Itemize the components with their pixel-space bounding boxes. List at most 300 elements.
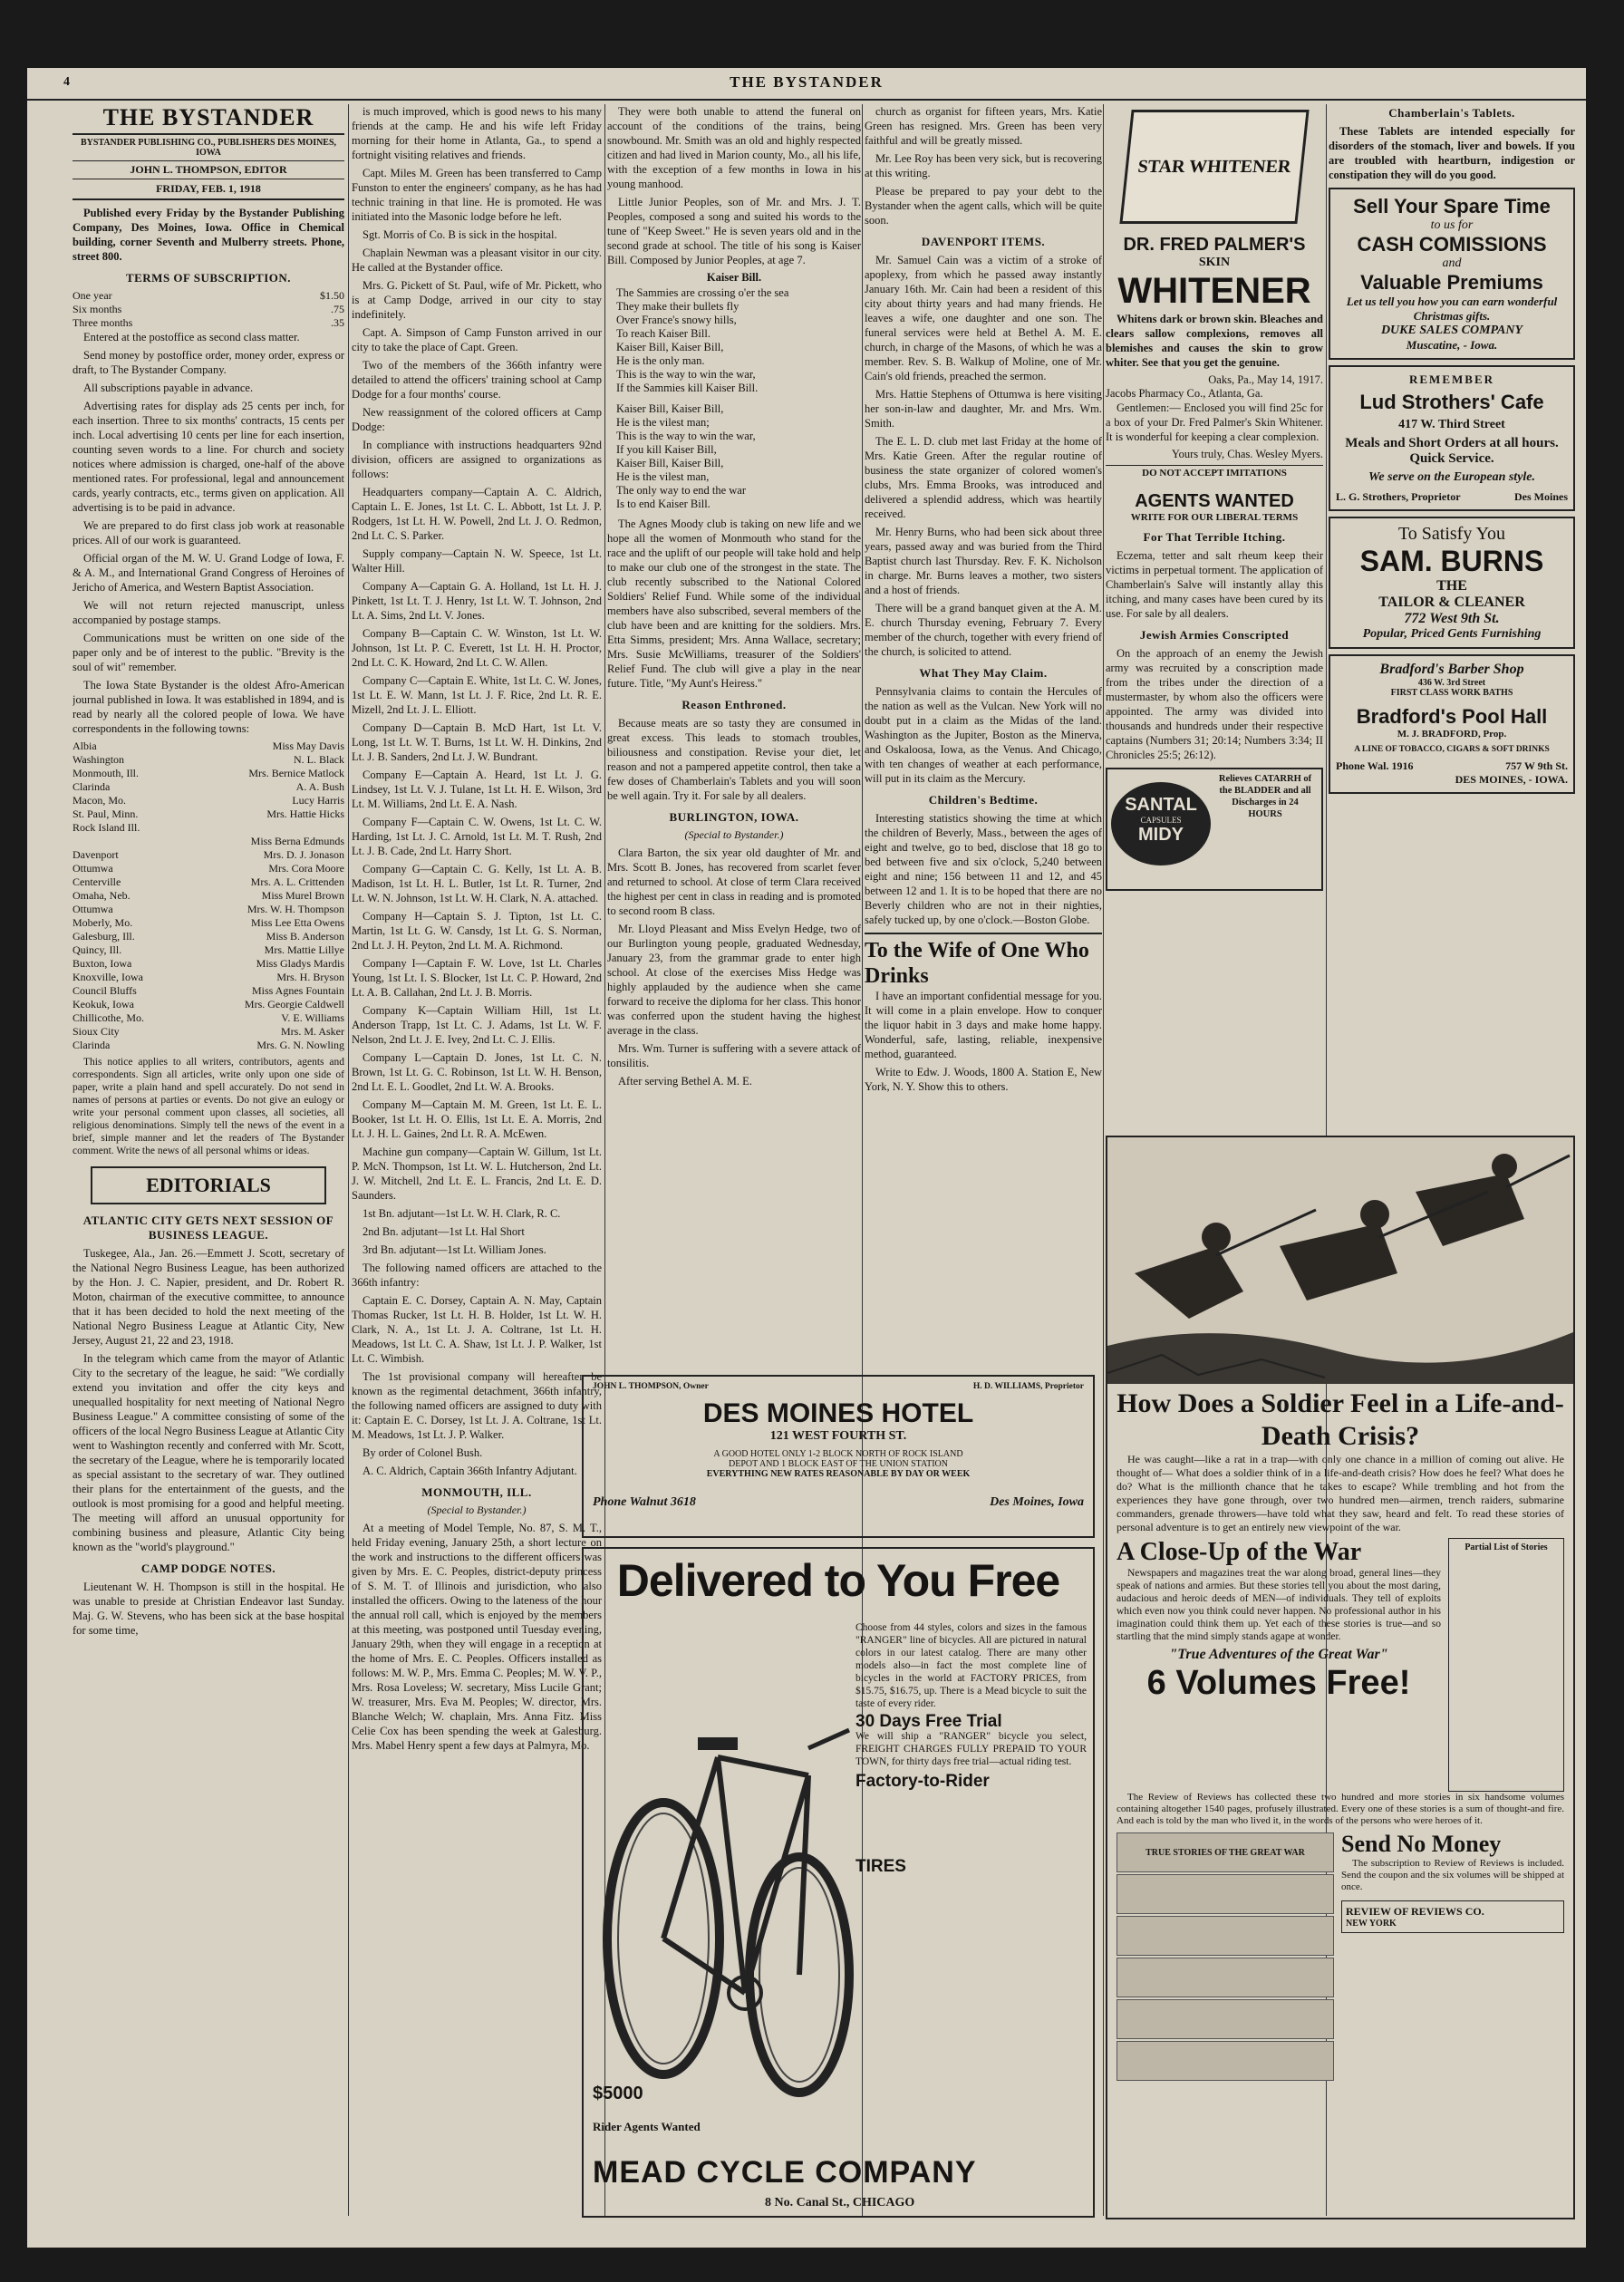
agent-row <box>72 1039 344 1052</box>
song-line: To reach Kaiser Bill. <box>616 327 710 340</box>
atlantic-body <box>72 1246 344 1554</box>
song-line: The Sammies are crossing o'er the sea <box>616 286 789 299</box>
song-line: Is to end Kaiser Bill. <box>616 498 710 510</box>
bradford-ad <box>1329 654 1575 794</box>
agent-row <box>72 1025 344 1039</box>
agent-row <box>72 767 344 780</box>
running-header <box>27 68 1586 101</box>
agent-name: Miss May Davis <box>272 740 344 752</box>
bicycle-offer: $5000 <box>593 2084 643 2103</box>
agent-town: Clarinda <box>72 780 111 793</box>
barber-name: Bradford's Barber Shop <box>1379 662 1524 677</box>
paragraph: By order of Colonel Bush. <box>362 1446 483 1459</box>
camp-dodge-paragraphs <box>352 104 602 1478</box>
agents-wanted: AGENTS WANTED <box>1135 491 1294 511</box>
hotel-address: 121 WEST FOURTH ST. <box>769 1429 907 1443</box>
soldier-headline: How Does a Soldier Feel in a Life-and-Death Crisis? <box>1116 1388 1564 1451</box>
atlantic-heading: ATLANTIC CITY GETS NEXT SESSION OF BUSINESS LEAGUE. <box>82 1214 334 1242</box>
paragraph: Company K—Captain William Hill, 1st Lt. Anderson Trapp, 1st Lt. C. J. Adams, 1st Lt. W. F. Nelson, 2nd Lt. J. E. Ivey, 2nd Lt. C. J. Ellis. <box>352 1004 602 1046</box>
paragraph: We are prepared to do first class job work at reasonable prices. All of our work is guaranteed. <box>72 519 344 546</box>
whitener-title: DR. FRED PALMER'S <box>1123 235 1306 255</box>
agent-name: Lucy Harris <box>292 794 344 807</box>
mead-company: MEAD CYCLE COMPANY <box>593 2155 977 2190</box>
pool-city: DES MOINES, - IOWA. <box>1455 773 1568 786</box>
wife-ad-contact: Write to Edw. J. Woods, 1800 A. Station E, New York, N. Y. Show this to others. <box>865 1066 1102 1093</box>
spare-line: Let us tell you how you can earn wonderful Christmas gifts. <box>1346 295 1558 323</box>
agent-row <box>72 794 344 807</box>
barber-address: 436 W. 3rd Street <box>1417 678 1486 688</box>
terms-row <box>72 303 344 316</box>
camp-heading: CAMP DODGE NOTES. <box>140 1562 276 1575</box>
book-spine: TRUE STORIES OF THE GREAT WAR <box>1116 1832 1334 1872</box>
agent-row <box>72 875 344 889</box>
agent-name: A. A. Bush <box>295 780 344 793</box>
agent-name: Mrs. Cora Moore <box>268 862 344 875</box>
terms-heading: TERMS OF SUBSCRIPTION. <box>125 271 292 285</box>
itching-heading: For That Terrible Itching. <box>1143 530 1286 544</box>
bicycle-copy <box>856 1621 1087 1876</box>
bedtime-body: Interesting statistics showing the time at which the children of Beverly, Mass., between the ages of eight and twelve, go to bed, disclose that 18 go to bed between five and six o'clock, 5,240 between eight and nine; 156 between 11 and 12, and 45 between 12 and 1. It is to be hoped that there are no Beverly children who are not in their nighties, safely tucked up, by one o'clock.—Boston Globe. <box>865 812 1102 926</box>
agent-name: Mrs. W. H. Thompson <box>246 903 344 915</box>
agent-row <box>72 903 344 916</box>
masthead-paragraphs <box>72 330 344 736</box>
agent-town: Omaha, Neb. <box>72 889 130 902</box>
spare-title: Sell Your Spare Time <box>1353 195 1551 218</box>
burlington-body <box>607 846 861 1088</box>
agent-row <box>72 753 344 767</box>
agent-town: Knoxville, Iowa <box>72 971 143 983</box>
song-line: They make their bullets fly <box>616 300 740 313</box>
trial-heading: 30 Days Free Trial <box>856 1712 1002 1731</box>
lud-proprietor: L. G. Strothers, Proprietor <box>1336 490 1461 503</box>
paragraph: Company E—Captain A. Heard, 1st Lt. J. G. Lindsey, 1st Lt. V. J. Tulane, 1st Lt. H. E. Wilson, 3rd Lt. M. Williams, 2nd Lt. E. A. Nash. <box>352 769 602 810</box>
partial-list <box>1448 1538 1564 1792</box>
issue-date: FRIDAY, FEB. 1, 1918 <box>72 179 344 200</box>
bedtime-heading: Children's Bedtime. <box>928 793 1039 807</box>
agent-town: Council Bluffs <box>72 984 137 997</box>
lud-name: Lud Strothers' Cafe <box>1359 391 1544 413</box>
agent-town: Chillicothe, Mo. <box>72 1011 144 1024</box>
spare-cash: CASH COMISSIONS <box>1357 233 1547 256</box>
paragraph: Headquarters company—Captain A. C. Aldrich, Captain L. E. Jones, 1st Lt. C. L. Abbott, 1st Lt. J. P. Rodgers, 1st Lt. H. W. Powell, 2nd Lt. J. O. Redmon, 2nd Lt. C. S. Parker. <box>352 486 602 542</box>
bicycle-illustration <box>591 1630 854 2102</box>
send-body: The subscription to Review of Reviews is included. Send the coupon and the six volumes will be shipped at once. <box>1341 1858 1564 1892</box>
paragraph: Company M—Captain M. M. Green, 1st Lt. E. L. Booker, 1st Lt. H. O. Ellis, 1st Lt. E. A. Morris, 2nd Lt. J. H. L. Gaines, 2nd Lt. R. A. McEwen. <box>352 1098 602 1140</box>
whitener-box: STAR WHITENER <box>1119 110 1309 224</box>
bicycle-intro: Choose from 44 styles, colors and sizes in the famous "RANGER" line of bicycles. All are pictured in natural colors in our latest catalog. There are many other models also—in fact the most complete line of bicycles in the world at FACTORY PRICES, from $15.75, $16.75, up. There is a Mead bicycle to suit the taste of every rider. <box>856 1622 1087 1709</box>
camp-body: Lieutenant W. H. Thompson is still in the hospital. He was unable to preside at Christian Endeavor last Sunday. Maj. G. W. Stevens, who has been sick at the base hospital for some time, <box>72 1581 344 1637</box>
paragraph: Mr. Samuel Cain was a victim of a stroke of apoplexy, from which he passed away instantly January 16th. Mr. Cain had been a resident of this city about thirty years and had many friends. He leaves a wife, one daughter and one son. The funeral services were held at Bethel A. M. E. church, in charge of the Masons, of which he was a member. Rev. S. B. Walkup of Moline, one of Mr. Cain's old friends, preached the sermon. <box>865 254 1102 382</box>
agent-town: Buxton, Iowa <box>72 957 132 970</box>
agent-name: Miss Agnes Fountain <box>251 984 344 997</box>
imitations: DO NOT ACCEPT IMITATIONS <box>1106 465 1323 479</box>
paragraph: Company I—Captain F. W. Love, 1st Lt. Charles Young, 1st Lt. I. S. Blocker, 1st Lt. C. P. Howard, 2nd Lt. A. B. Callahan, 2nd Lt. J. B. Morris. <box>352 957 602 999</box>
pool-address: 757 W 9th St. <box>1505 759 1568 772</box>
agent-name: V. E. Williams <box>281 1011 344 1024</box>
publication-note: Published every Friday by the Bystander Publishing Company, Des Moines, Iowa. Office in Chemical building, corner Seventh and Mulberry streets. Phone, street 800. <box>72 207 344 263</box>
agent-name: Mrs. G. N. Nowling <box>256 1039 344 1051</box>
review-body: The Review of Reviews has collected these two hundred and more stories in six handsome volumes containing altogether 1540 pages, profusely illustrated. Every one of these stories is a sum of thought-and fire. And each is told by the man who lived it, in the words of the persons who were heroes of it. <box>1116 1792 1564 1826</box>
lud-meals: Meals and Short Orders at all hours. Quick Service. <box>1345 436 1559 466</box>
song-line: The only way to end the war <box>616 484 747 497</box>
column-rule <box>1103 104 1104 2216</box>
paragraph: A. C. Aldrich, Captain 366th Infantry Adjutant. <box>362 1465 577 1477</box>
agents-sub: WRITE FOR OUR LIBERAL TERMS <box>1130 512 1299 523</box>
closing-note: This notice applies to all writers, contributors, agents and correspondents. Sign all articles, write only upon one side of paper, write a plain hand and spell accurately. Do not send in names of persons at parties or events. Do not give an eulogy or write your personal comment upon classes, all societies, all religious denominations. Simply tell the news of the event in a brief, simple manner and let the readers of The Bystander comment. Write the news of all personal whims or ideas. <box>72 1057 344 1156</box>
lud-remember: REMEMBER <box>1409 372 1494 386</box>
agent-row <box>72 1011 344 1025</box>
paragraph: Little Junior Peoples, son of Mr. and Mrs. J. T. Peoples, composed a song and suited his words to the tune of "Keep Sweet." He is seven years old and in the second grade at school. The title of his song is Kaiser Bill. Composed by Junior Peoples, at age 7. <box>607 196 861 266</box>
closeup-heading: A Close-Up of the War <box>1116 1538 1362 1566</box>
agent-name: Miss Gladys Mardis <box>256 957 344 970</box>
whitener-body: Whitens dark or brown skin. Bleaches and clears sallow complexions, removes all blemishes and causes the skin to grow whiter. See that you get the genuine. <box>1106 313 1323 369</box>
paragraph: Entered at the postoffice as second class matter. <box>83 331 300 343</box>
paragraph: Advertising rates for display ads 25 cents per inch, for each insertion. Three to six months' contracts, 15 cents per inch. Local advertising 10 cents per line for each insertion, counting seven words to a line. For church and society notices where admission is charged, one-half of the above mentioned rates. For professional, legal and announcement cards, yearly contracts, etc., terms given on application. All advertising is to be paid in advance. <box>72 400 344 514</box>
paragraph: 3rd Bn. adjutant—1st Lt. William Jones. <box>362 1243 546 1256</box>
rider-agents: Rider Agents Wanted <box>593 2120 701 2133</box>
running-title: THE BYSTANDER <box>730 73 884 91</box>
paragraph: Clara Barton, the six year old daughter of Mr. and Mrs. Scott B. Jones, has recovered from scarlet fever and returned to school. At close of term Clara received the highest per cent in class in reading and is promoted to second room B class. <box>607 846 861 917</box>
paragraph: All subscriptions payable in advance. <box>83 382 254 394</box>
chamberlain-heading: Chamberlain's Tablets. <box>1388 106 1515 120</box>
letter-place: Oaks, Pa., May 14, 1917. <box>1208 373 1323 386</box>
agent-town: Ottumwa <box>72 862 113 875</box>
agent-name: Miss Murel Brown <box>261 889 344 902</box>
agent-town: Centerville <box>72 875 121 888</box>
agent-town: Moberly, Mo. <box>72 916 133 929</box>
paragraph: In compliance with instructions headquarters 92nd division, officers are assigned to organizations as follows: <box>352 439 602 480</box>
paragraph: Mr. Henry Burns, who had been sick about three years, passed away and was buried from the Third Baptist church last Thursday. Rev. F. K. Nicholson in charge. Mr. Burns leaves a mother, two sisters and a host of friends. <box>865 526 1102 596</box>
hotel-city: Des Moines, Iowa <box>990 1495 1084 1509</box>
page-number: 4 <box>63 75 70 89</box>
paragraph: Mr. Lee Roy has been very sick, but is recovering at this writing. <box>865 152 1102 179</box>
column-rule <box>348 104 349 2216</box>
hotel-ad <box>582 1375 1095 1538</box>
paragraph: Mrs. G. Pickett of St. Paul, wife of Mr. Pickett, who is at Camp Dodge, arrived in our city to stay indefinitely. <box>352 279 602 321</box>
paragraph: Official organ of the M. W. U. Grand Lodge of Iowa, F. & A. M., and International Grand Congress of Heroines of Jericho of America, and Western Baptist Association. <box>72 552 344 594</box>
paragraph: is much improved, which is good news to his many friends at the camp. He and his wife left Friday morning for their home in Atlanta, Ga., to spend a fortnight visiting relatives and friends. <box>352 105 602 161</box>
davenport-body <box>865 253 1102 659</box>
paragraph: Mrs. Wm. Turner is suffering with a severe attack of tonsilitis. <box>607 1042 861 1069</box>
paragraph: Capt. Miles M. Green has been transferred to Camp Funston to enter the engineers' company, as he has had technic training in that line. He is promoted. He was initiated into the Masonic lodge before he left. <box>352 167 602 223</box>
paragraph: Machine gun company—Captain W. Gillum, 1st Lt. P. McN. Thompson, 1st Lt. W. L. Hutcherson, 2nd Lt. J. W. Mitchell, 2nd Lt. E. L. Francis, 2nd Lt. E. D. Saunders. <box>352 1146 602 1202</box>
spare-and: and <box>1442 256 1462 270</box>
paragraph: Capt. A. Simpson of Camp Funston arrived in our city to take the place of Capt. Green. <box>352 326 602 353</box>
burlington-sub: (Special to Bystander.) <box>684 828 784 841</box>
agent-row <box>72 807 344 821</box>
santal-ad <box>1106 768 1323 891</box>
sam-burns-ad <box>1329 517 1575 649</box>
agent-name: Miss Lee Etta Owens <box>251 916 344 929</box>
burns-address: 772 West 9th St. <box>1404 611 1500 626</box>
letter-body: Gentlemen:— Enclosed you will find 25c for a box of your Dr. Fred Palmer's Skin Whitener. It is wonderful for keeping a clear complexion. <box>1106 401 1323 443</box>
agent-town: Davenport <box>72 848 119 861</box>
column-davenport <box>865 104 1102 1368</box>
book-spine <box>1116 1916 1334 1956</box>
song-line: Kaiser Bill, Kaiser Bill, <box>616 341 724 353</box>
spare-city: Muscatine, - Iowa. <box>1406 338 1498 352</box>
hotel-proprietor: H. D. WILLIAMS, Proprietor <box>972 1382 1084 1391</box>
agent-town: St. Paul, Minn. <box>72 807 139 820</box>
whitener-skin: SKIN <box>1198 256 1231 269</box>
paragraph: 1st Bn. adjutant—1st Lt. W. H. Clark, R. C. <box>362 1207 561 1220</box>
santal-top: Relieves CATARRH of the BLADDER and all Discharges in 24 HOURS <box>1218 774 1312 819</box>
agent-row <box>72 821 344 835</box>
paragraph: Mr. Lloyd Pleasant and Miss Evelyn Hedge, two of our Burlington young people, graduated Wednesday, January 23, from the grammar grade to enter high school. At close of the exercises Miss Hedge was highly applauded by the audience when she came forward to receive the diploma for her class. This honor was conferred upon the student having the highest average in the class. <box>607 923 861 1037</box>
agent-town: Washington <box>72 753 125 766</box>
agent-row <box>72 916 344 930</box>
agent-name: Mrs. A. L. Crittenden <box>250 875 344 888</box>
monmouth-heading: MONMOUTH, ILL. <box>421 1485 532 1499</box>
letter-to: Jacobs Pharmacy Co., Atlanta, Ga. <box>1106 387 1263 400</box>
agent-row <box>72 848 344 862</box>
partial-list-heading: Partial List of Stories <box>1464 1542 1548 1552</box>
wife-ad <box>865 933 1102 1094</box>
hotel-owner: JOHN L. THOMPSON, Owner <box>593 1382 709 1391</box>
agent-row <box>72 889 344 903</box>
paragraph: Company L—Captain D. Jones, 1st Lt. C. N. Brown, 1st Lt. G. C. Robinson, 1st Lt. W. H. Benson, 2nd Lt. E. L. Goodlet, 2nd Lt. W. A. Brooks. <box>352 1051 602 1093</box>
column-camp-dodge <box>352 104 602 2216</box>
col4-paragraphs <box>865 104 1102 227</box>
trial-body: We will ship a "RANGER" bicycle you select, FREIGHT CHARGES FULLY PREPAID TO YOUR TOWN, for thirty days free trial—actual riding test. <box>856 1731 1087 1767</box>
tires-heading: TIRES <box>856 1857 906 1876</box>
spare-sub: to us for <box>1430 218 1474 232</box>
agent-row <box>72 957 344 971</box>
lud-european: We serve on the European style. <box>1368 470 1536 484</box>
agent-name: Mrs. Hattie Hicks <box>266 807 344 820</box>
agent-town: Galesburg, Ill. <box>72 930 135 943</box>
paragraph: Company G—Captain C. G. Kelly, 1st Lt. A. B. Madison, 1st Lt. H. L. Butler, 1st Lt. R. Turner, 2nd Lt. W. N. Johnson, 1st Lt. W. H. Clark, N. A. attached. <box>352 863 602 904</box>
burns-line: Popular, Priced Gents Furnishing <box>1362 627 1542 641</box>
lud-address: 417 W. Third Street <box>1398 418 1505 431</box>
agent-town: Quincy, Ill. <box>72 943 122 956</box>
jewish-body: On the approach of an enemy the Jewish army was recruited by a conscription made from the tribes under the direction of a mustermaster, by whom also the officers were appointed. The army was divided into thousands and hundreds under their respective captains (Numbers 31; 20:14; Numbers 3:34; II Chronicles 25:5; 26:12). <box>1106 647 1323 761</box>
book-spine <box>1116 2041 1334 2081</box>
song-line: He is the vilest man; <box>616 416 710 429</box>
letter-sign: Yours truly, Chas. Wesley Myers. <box>1171 448 1323 460</box>
santal-capsule <box>1111 782 1211 865</box>
pool-line: A LINE OF TOBACCO, CIGARS & SOFT DRINKS <box>1354 745 1550 754</box>
coupon-title: REVIEW OF REVIEWS CO. <box>1346 1905 1484 1918</box>
coupon-city: NEW YORK <box>1346 1919 1397 1929</box>
paragraph: Captain E. C. Dorsey, Captain A. N. May, Captain Thomas Rucker, 1st Lt. H. B. Holder, 1st Lt. W. H. Clark, N. A., 1st Lt. J. A. Coltrane, 1st Lt. H. Meadows, 1st Lt. C. A. Shaw, 1st Lt. J. P. Walker, 1st Lt. C. Wimbish. <box>352 1294 602 1365</box>
agent-town: Keokuk, Iowa <box>72 998 134 1010</box>
agent-town: Monmouth, Ill. <box>72 767 140 779</box>
column-ads <box>1329 104 1575 1133</box>
terms-row <box>72 289 344 303</box>
hotel-name: DES MOINES HOTEL <box>702 1398 974 1428</box>
pool-name: Bradford's Pool Hall <box>1356 705 1548 728</box>
column-masthead <box>72 104 344 2216</box>
paragraph: Communications must be written on one side of the paper only and be of interest to the public. "Brevity is the soul of wit" remember. <box>72 632 344 673</box>
song-line: This is the way to win the war, <box>616 368 756 381</box>
wife-ad-body: I have an important confidential message for you. It will come in a plain envelope. How to conquer the liquor habit in 3 days and make home happy. Wonderful, safe, lasting, reliable, inexpensive method, guaranteed. <box>865 990 1102 1060</box>
agent-town: Sioux City <box>72 1025 120 1038</box>
santal-name: SANTAL <box>1125 795 1197 815</box>
paragraph: We will not return rejected manuscript, unless accompanied by postage stamps. <box>72 599 344 626</box>
agent-row <box>72 780 344 794</box>
terms-label: Six months <box>72 303 122 315</box>
moody-club: The Agnes Moody club is taking on new life and we hope all the women of Monmouth who stand for the race and the uplift of our people will take hold and help to make our club one of the strongest in the state. The club recently subscribed to the National Colored Soldiers' Relief Fund. While some of the individual members have also subscribed, several members of the club have been and are knitting for the soldiers. Mrs. Etta Simms, president; Mrs. Anna Wallace, secretary; Mrs. Susie McWilliams, treasurer of the Soldiers' Relief Fund. The club will give a play in the near future. Title, "My Aunt's Heiress." <box>607 517 861 690</box>
hotel-line2: DEPOT AND 1 BLOCK EAST OF THE UNION STATION <box>729 1459 948 1469</box>
book-spine <box>1116 1958 1334 1997</box>
publisher-line: BYSTANDER PUBLISHING CO., PUBLISHERS DES MOINES, IOWA <box>80 138 337 158</box>
masthead-title: THE BYSTANDER <box>72 104 344 135</box>
agent-name: Mrs. Mattie Lillye <box>264 943 344 956</box>
six-volumes: 6 Volumes Free! <box>1146 1664 1411 1702</box>
spare-time-ad <box>1329 188 1575 360</box>
song-line <box>616 395 861 402</box>
agent-name: Mrs. Bernice Matlock <box>248 767 344 779</box>
bicycle-ad <box>582 1547 1095 2218</box>
song-line: He is the only man. <box>616 354 705 367</box>
paragraph: Company H—Captain S. J. Tipton, 1st Lt. C. Martin, 1st Lt. G. W. Cansdy, 1st Lt. G. S. Norman, 2nd Lt. J. H. Peyton, 2nd Lt. M. A. Richmond. <box>352 910 602 952</box>
paragraph: The following named officers are attached to the 366th infantry: <box>352 1262 602 1289</box>
paragraph: Company D—Captain B. McD Hart, 1st Lt. V. Long, 1st Lt. W. T. Burns, 1st Lt. W. H. Dinkins, 2nd Lt. J. B. Sanders, 2nd Lt. J. W. Bundrant. <box>352 721 602 763</box>
terms-price: $1.50 <box>320 289 344 302</box>
paragraph: They were both unable to attend the funeral on account of the conditions of the trains, being snowbound. Mr. Smith was an old and highly respected citizen and had lived in Marion county, Mo., all his life, with the exception of a few months in Iowa in his young manhood. <box>607 105 861 190</box>
agent-town: Albia <box>72 740 97 752</box>
agent-row <box>72 971 344 984</box>
coupon <box>1341 1900 1564 1933</box>
song-line: Kaiser Bill, Kaiser Bill, <box>616 402 724 415</box>
column-whitener <box>1106 104 1323 1133</box>
agent-name: Mrs. D. J. Jonason <box>263 848 344 861</box>
paragraph: Mrs. Hattie Stephens of Ottumwa is here visiting her son-in-law and daughter, Mr. and Mrs. Wm. Smith. <box>865 388 1102 430</box>
agent-name: Miss B. Anderson <box>266 930 344 943</box>
book-spine <box>1116 1999 1334 2039</box>
paragraph: Company A—Captain G. A. Holland, 1st Lt. H. J. Pinkett, 1st Lt. T. J. Henry, 1st Lt. W. T. Johnson, 2nd Lt. A. Sims, 2nd Lt. V. Jones. <box>352 580 602 622</box>
agent-row <box>72 943 344 957</box>
agent-row <box>72 862 344 875</box>
book-stack <box>1116 1831 1334 2083</box>
agent-town: Clarinda <box>72 1039 111 1051</box>
lud-cafe-ad <box>1329 365 1575 511</box>
chamberlain-body: These Tablets are intended especially for disorders of the stomach, liver and bowels. If you are troubled with heartburn, indigestion or constipation they will do you good. <box>1329 125 1575 181</box>
paragraph: Tuskegee, Ala., Jan. 26.—Emmett J. Scott, secretary of the National Negro Business League, has been authorized by the Hon. J. C. Napier, president, and Dr. Robert R. Moton, chairman of the executive committee, to announce that it has been decided to hold the next meeting of the National Negro Business League at Atlantic City, New Jersey, August 21, 22 and 23, 1918. <box>72 1247 344 1347</box>
song-lines <box>616 286 861 511</box>
soldier-illustration <box>1107 1137 1573 1384</box>
terms-list <box>72 289 344 330</box>
agent-town: Ottumwa <box>72 903 113 915</box>
book-spine <box>1116 1874 1334 1914</box>
paragraph: Supply company—Captain N. W. Speece, 1st Lt. Walter Hill. <box>352 547 602 575</box>
song-line: Over France's snowy hills, <box>616 314 737 326</box>
paragraph: After serving Bethel A. M. E. <box>618 1075 752 1088</box>
agent-row <box>72 740 344 753</box>
agent-row <box>72 998 344 1011</box>
soldier-lead: He was caught—like a rat in a trap—with only one chance in a million of coming out alive. He thought of— What does a soldier think of in a life-and-death crisis? How does he feel? What does he do? What is the millionth chance that he takes to escape? While trembling and hot from the experiences they have gone through, over two hundred men—airmen, trench raiders, submarine commanders, grenade throwers—have told what they saw, heard and felt. To read these stories of personal adventure is to get an entirely new viewpoint of the war. <box>1116 1453 1564 1533</box>
agent-town: Rock Island Ill. <box>72 821 140 834</box>
agent-row <box>72 835 344 848</box>
paragraph: The Iowa State Bystander is the oldest Afro-American journal published in Iowa. It was established in 1894, and is read by nearly all the colored people of Iowa. We have correspondents in the following towns: <box>72 679 344 735</box>
true-adventures: "True Adventures of the Great War" <box>1169 1647 1388 1662</box>
barber-line: FIRST CLASS WORK BATHS <box>1390 688 1513 698</box>
itching-body: Eczema, tetter and salt rheum keep their victims in perpetual torment. The application of Chamberlain's Salve will instantly allay this itching, and many cases have been cured by its use. For sale by all dealers. <box>1106 549 1323 620</box>
spare-premiums: Valuable Premiums <box>1360 271 1543 294</box>
editorials-heading: EDITORIALS <box>91 1166 326 1204</box>
newspaper-page <box>27 68 1586 2248</box>
agent-name: Mrs. H. Bryson <box>276 971 344 983</box>
terms-label: Three months <box>72 316 133 329</box>
terms-row <box>72 316 344 330</box>
agent-town: Macon, Mo. <box>72 794 126 807</box>
santal-caps: CAPSULES <box>1140 816 1182 825</box>
burns-satisfy: To Satisfy You <box>1397 524 1506 544</box>
whitener-name: WHITENER <box>1117 271 1311 311</box>
song-title: Kaiser Bill. <box>706 271 762 284</box>
song-line: He is the vilest man, <box>616 470 710 483</box>
song-line: If the Sammies kill Kaiser Bill. <box>616 382 759 394</box>
agent-name: Mrs. M. Asker <box>280 1025 344 1038</box>
agent-name: Miss Berna Edmunds <box>250 835 344 847</box>
hotel-rates: EVERYTHING NEW RATES REASONABLE BY DAY OR WEEK <box>706 1469 971 1479</box>
song-line: This is the way to win the war, <box>616 430 756 442</box>
bicycle-headline: Delivered to You Free <box>616 1555 1060 1606</box>
paragraph: Send money by postoffice order, money order, express or draft, to The Bystander Company. <box>72 349 344 376</box>
paragraph: church as organist for fifteen years, Mrs. Katie Green has resigned. Mrs. Green has been very faithful and will be greatly missed. <box>865 105 1102 147</box>
lud-city: Des Moines <box>1514 490 1568 503</box>
agent-name: N. L. Black <box>294 753 344 766</box>
claim-heading: What They May Claim. <box>919 666 1048 680</box>
monmouth-body: At a meeting of Model Temple, No. 87, S. M. T., held Friday evening, January 25th, a short lecture on the work and instructions to the different officers was given by Mrs. E. C. Peoples, district-deputy princess of S. M. T. of Illinois and jurisdiction, who also installed the officers. Owing to the lateness of the hour the annual roll call, which is enjoyed by the members at this meeting, was postponed until Tuesday evening, January 29th, when they will engage in a reception at the home of Mrs. E. C. Peoples. Officers installed as follows: M. W. P., Mrs. Emma C. Peoples; M. W. V. P., Mrs. Rosa Loveless; W. secretary, Miss Lucile Grant; W. treasurer, Mrs. Eva M. Peoples; W. director, Mrs. Blanche Welch; W. chaplain, Mrs. Anna Fitz. Miss Celie Cox has been spending the week at Galesburg. Mrs. Mabel Henry spent a few days at Palmyra, Mo. <box>352 1522 602 1752</box>
monmouth-sub: (Special to Bystander.) <box>427 1504 527 1516</box>
column-monmouth-cont <box>607 104 861 1368</box>
paragraph: Company C—Captain E. White, 1st Lt. C. W. Jones, 1st Lt. E. W. Mann, 1st Lt. J. F. Rice, 2nd Lt. R. E. Mizell, 2nd Lt. J. L. Elliott. <box>352 674 602 716</box>
soldier-ad <box>1106 1136 1575 2219</box>
paragraph: Company F—Captain C. W. Owens, 1st Lt. C. W. Harding, 1st Lt. J. C. Arnold, 1st Lt. M. T. Rush, 2nd Lt. J. B. Cade, 2nd Lt. Harry Short. <box>352 816 602 857</box>
burns-trade: TAILOR & CLEANER <box>1378 595 1525 610</box>
mead-address: 8 No. Canal St., CHICAGO <box>765 2196 915 2209</box>
paragraph: Two of the members of the 366th infantry were detailed to attend the officers' training school at Camp Dodge for a four months' course. <box>352 359 602 401</box>
paragraph: Chaplain Newman was a pleasant visitor in our city. He called at the Bystander office. <box>352 247 602 274</box>
jewish-heading: Jewish Armies Conscripted <box>1139 628 1290 642</box>
spare-company: DUKE SALES COMPANY <box>1380 324 1523 337</box>
reason-body: Because meats are so tasty they are consumed in great excess. This leads to stomach troubles, biliousness and constipation. Revise your diet, let reason and not a pampered appetite control, then take a few doses of Chamberlain's Tablets and you will soon be well again. Try it. For sale by all dealers. <box>607 717 861 802</box>
paragraph: The 1st provisional company will hereafter be known as the regimental detachment, 366th infantry, the following named officers are assigned to duty with it: Captain E. C. Dorsey, 1st Lt. J. A. Coltrane, 1st Lt. M. Meadows, 1st Lt. J. P. Walker. <box>352 1370 602 1441</box>
hotel-phone: Phone Walnut 3618 <box>593 1495 696 1509</box>
agent-list <box>72 740 344 1052</box>
paragraph: Please be prepared to pay your debt to the Bystander when the agent calls, which will be quite soon. <box>865 185 1102 227</box>
wife-ad-title: To the Wife of One Who Drinks <box>865 939 1089 988</box>
song-line: If you kill Kaiser Bill, <box>616 443 717 456</box>
burlington-heading: BURLINGTON, IOWA. <box>669 810 799 824</box>
paragraph: Company B—Captain C. W. Winston, 1st Lt. W. Johnson, 1st Lt. P. C. Everett, 1st Lt. H. H. Proctor, 2nd Lt. C. K. Howard, 2nd Lt. C. W. Allen. <box>352 627 602 669</box>
paragraph: Sgt. Morris of Co. B is sick in the hospital. <box>362 228 557 241</box>
paragraph: New reassignment of the colored officers at Camp Dodge: <box>352 406 602 433</box>
reason-heading: Reason Enthroned. <box>682 698 787 711</box>
paragraph: The E. L. D. club met last Friday at the home of Mrs. Katie Green. After the regular routine of business the state organizer of colored women's clubs, Mrs. Emma Brooks, was introduced and delivered a splendid address, which was heartily received. <box>865 435 1102 520</box>
closeup-body: Newspapers and magazines treat the war along broad, general lines—they speak of nations and armies. But these stories tell you about the most daring, audacious and heroic deeds of MEN—of individuals. They tell of exploits which even now you think could never happen. No professional author in his imagination could think them up. Yet each of these stories is true—and so startling that the mind simply stands agape at wonder. <box>1116 1568 1441 1642</box>
send-no-money: Send No Money <box>1341 1831 1502 1857</box>
paragraph: In the telegram which came from the mayor of Atlantic City to the secretary of the league, he said: "We cordially extend you invitation and offer the city keys and unequalled hospitality for next meeting of National Negro Business League." A committee consisting of some of the officers of the local Negro Business League at Atlantic City went to Washington recently and conferred with Mr. Scott, the secretary of the League, where he is temporarily located as special assistant to the secretary of war. They outlined their plans for the entertainment of the guests, and the outlook is most promising for a good and helpful meeting. The meeting will afford an unusual opportunity for combining business and pleasure, Atlantic City being known as the "world's playground." <box>72 1352 344 1553</box>
terms-label: One year <box>72 289 112 302</box>
santal-midy: MIDY <box>1138 825 1184 845</box>
agent-row <box>72 930 344 943</box>
terms-price: .75 <box>331 303 344 315</box>
agent-name: Mrs. Georgie Caldwell <box>244 998 344 1010</box>
song-line: Kaiser Bill, Kaiser Bill, <box>616 457 724 469</box>
paragraph: 2nd Bn. adjutant—1st Lt. Hal Short <box>362 1225 525 1238</box>
col3-paragraphs <box>607 104 861 267</box>
burns-name: SAM. BURNS <box>1359 545 1544 577</box>
pool-proprietor: M. J. BRADFORD, Prop. <box>1397 729 1507 740</box>
burns-the: THE <box>1436 578 1467 594</box>
davenport-heading: DAVENPORT ITEMS. <box>921 235 1046 248</box>
claim-body: Pennsylvania claims to contain the Hercules of the nation as well as the Vulcan. New York will no doubt put in a claim as the Midas of the land. Washington as the Jupiter, Boston as the Minerva, and Oskaloosa, Iowa, as the Venus. And Chicago, with ten changes of weather at each performance, will put in its claim as the Mercury. <box>865 685 1102 785</box>
paragraph: There will be a grand banquet given at the A. M. E. church Thursday evening, February 7. Every member of the church, together with every friend of the church, is solicited to attend. <box>865 602 1102 658</box>
editor-line: JOHN L. THOMPSON, EDITOR <box>72 160 344 179</box>
